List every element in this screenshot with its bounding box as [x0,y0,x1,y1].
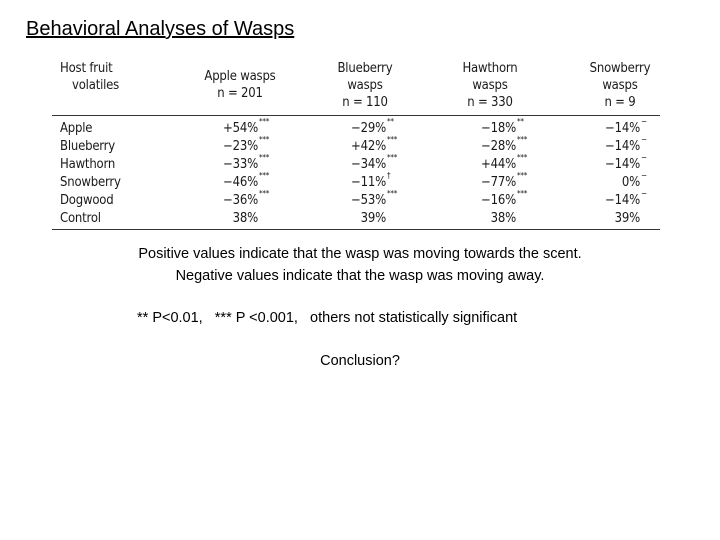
significance-marker: *** [259,135,270,144]
cell-value: −77% [481,175,516,190]
header-hawthorn-line2: wasps [472,78,508,93]
hawthorn-wasps-value [450,135,528,156]
significance-marker: − [641,189,647,198]
significance-marker: − [641,171,647,180]
significance-marker: *** [259,171,270,180]
note-positive-values: Positive values indicate that the wasp was moving towards the scent. [138,246,582,262]
significance-marker: *** [517,171,528,180]
note-negative-values: Negative values indicate that the wasp was moving away. [175,268,545,284]
header-apple-wasps [190,68,290,122]
significance-marker: ** [387,117,394,126]
blueberry-wasps-value [320,153,398,174]
conclusion-prompt: Conclusion? [320,353,400,369]
header-hawthorn-n: n = 330 [467,95,513,110]
apple-wasps-value [190,117,270,138]
snowberry-wasps-value [580,135,647,156]
header-blueberry-line1: Blueberry [337,61,393,76]
header-snowberry-line1: Snowberry [589,61,651,76]
snowberry-wasps-value [580,189,647,210]
significance-marker: *** [259,153,270,162]
header-blueberry-n: n = 110 [342,95,388,110]
significance-marker: *** [517,153,528,162]
hawthorn-wasps-value [450,171,528,192]
apple-wasps-value [190,171,270,192]
header-hawthorn-line1: Hawthorn [462,61,518,76]
hawthorn-wasps-value [450,210,516,228]
cell-value: −53% [351,193,386,208]
apple-wasps-value [190,189,270,210]
cell-value: −23% [223,139,258,154]
header-host-line2: volatiles [72,78,120,93]
table-header-divider [52,115,660,116]
significance-marker: *** [387,189,398,198]
cell-value: 38% [490,211,516,226]
cell-value: +44% [481,157,516,172]
significance-marker: ** [517,117,524,126]
slide-title: Behavioral Analyses of Wasps [26,18,295,40]
header-hawthorn-wasps [440,60,540,114]
cell-value: 39% [614,211,640,226]
cell-value: −29% [351,121,386,136]
header-snowberry-wasps [570,60,670,114]
apple-wasps-value [190,210,258,228]
cell-value: −14% [605,157,640,172]
table-bottom-rule [52,229,660,230]
significance-marker: *** [517,135,528,144]
significance-marker: *** [517,189,528,198]
table-row [50,117,660,138]
significance-marker: † [387,171,391,180]
cell-value: −14% [605,121,640,136]
cell-value: −33% [223,157,258,172]
cell-value: 38% [232,211,258,226]
blueberry-wasps-value [320,189,398,210]
row-label: Snowberry [60,175,121,190]
cell-value: −14% [605,193,640,208]
row-label: Blueberry [60,139,116,154]
snowberry-wasps-value [580,210,640,228]
significance-marker: *** [259,117,270,126]
cell-value: +42% [351,139,386,154]
cell-value: −18% [481,121,516,136]
table-row [50,135,660,156]
header-host-fruit [60,60,180,114]
cell-value: −36% [223,193,258,208]
wasp-behavior-table [50,57,660,231]
table-row [50,210,660,228]
header-snowberry-line2: wasps [602,78,638,93]
header-apple-n: n = 201 [217,86,263,101]
significance-marker: − [641,153,647,162]
significance-marker: − [641,135,647,144]
blueberry-wasps-value [320,135,398,156]
row-label: Apple [60,121,93,136]
blueberry-wasps-value [320,117,394,138]
table-row [50,153,660,174]
hawthorn-wasps-value [450,117,524,138]
cell-value: +54% [223,121,258,136]
cell-value: −28% [481,139,516,154]
table-row [50,189,660,210]
cell-value: −11% [351,175,386,190]
hawthorn-wasps-value [450,189,528,210]
table-row [50,171,660,192]
apple-wasps-value [190,153,270,174]
blueberry-wasps-value [320,171,391,192]
row-label: Hawthorn [60,157,116,172]
header-blueberry-line2: wasps [347,78,383,93]
blueberry-wasps-value [320,210,386,228]
header-blueberry-wasps [315,60,415,114]
header-apple-line1: Apple wasps [204,69,276,84]
cell-value: −16% [481,193,516,208]
significance-marker: *** [259,189,270,198]
significance-marker: − [641,117,647,126]
apple-wasps-value [190,135,270,156]
cell-value: 39% [360,211,386,226]
cell-value: 0% [621,175,640,190]
snowberry-wasps-value [580,171,647,192]
header-snowberry-n: n = 9 [604,95,636,110]
cell-value: −14% [605,139,640,154]
table-body [50,117,660,228]
significance-marker: *** [387,153,398,162]
row-label: Control [60,211,101,226]
cell-value: −34% [351,157,386,172]
significance-legend: ** P<0.01, *** P <0.001, others not statistically significant [137,310,518,326]
row-label: Dogwood [60,193,114,208]
header-host-line1: Host fruit [60,61,113,76]
hawthorn-wasps-value [450,153,528,174]
snowberry-wasps-value [580,153,647,174]
snowberry-wasps-value [580,117,647,138]
significance-marker: *** [387,135,398,144]
cell-value: −46% [223,175,258,190]
